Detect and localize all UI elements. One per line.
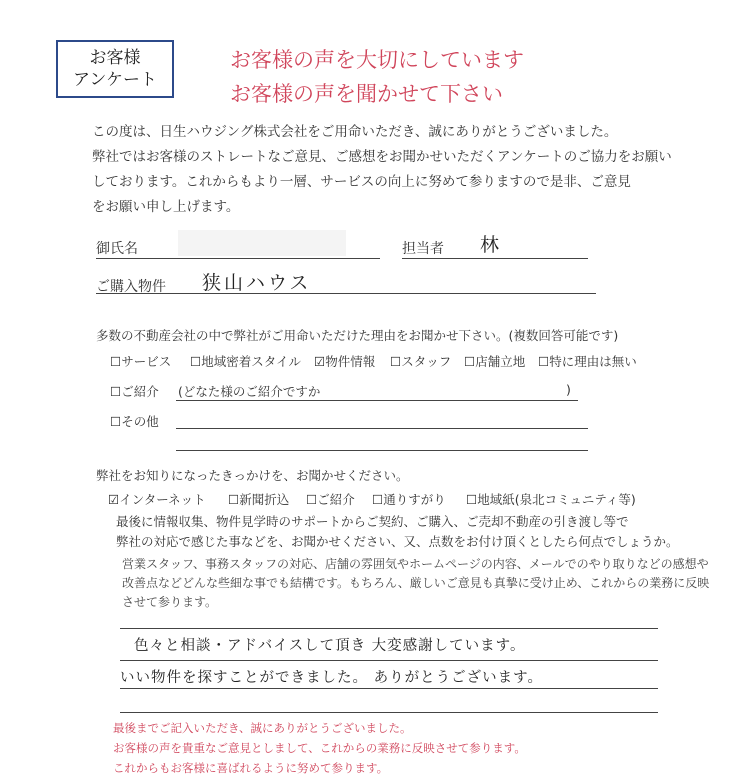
footer-line: お客様の声を貴重なご意見としまして、これからの業務に反映させて参ります。 (113, 741, 526, 755)
name-underline (96, 258, 380, 259)
intro-text (92, 120, 682, 220)
property-underline (96, 293, 596, 294)
option-label: 地域密着スタイル (201, 354, 301, 369)
q3-line2: 弊社の対応で感じた事などを、お聞かせください、又、点数をお付け頂くとしたら何点でしょうか。 (116, 534, 679, 549)
name-redacted (178, 230, 346, 256)
q1-option-service[interactable] (110, 352, 171, 370)
option-label: 新聞折込 (239, 492, 290, 507)
answer-text-2: いい物件を探すことができました。 ありがとうございます。 (120, 670, 543, 686)
checkbox-icon[interactable]: ☐ (110, 414, 122, 429)
option-label: ご紹介 (317, 492, 355, 507)
q3-note-line: 改善点などどんな些細な事でも結構です。もちろん、厳しいご意見も真摯に受け止め、これからの業務に反映 (122, 576, 710, 590)
checkbox-icon[interactable]: ☐ (372, 492, 384, 507)
q1-question: 多数の不動産会社の中で弊社がご用命いただけた理由をお聞かせ下さい。(複数回答可能です) (96, 328, 619, 343)
option-label: スタッフ (401, 354, 452, 369)
answer-line-4 (120, 712, 658, 713)
checkbox-icon[interactable]: ☐ (466, 492, 478, 507)
q1-option-introduction[interactable] (110, 382, 159, 400)
intro-line: しております。これからもより一層、サービスの向上に努めて参りますので是非、ご意見 (92, 174, 631, 190)
q2-question: 弊社をお知りになったきっかけを、お聞かせください。 (96, 468, 409, 483)
option-label: 通りすがり (383, 492, 446, 507)
checkbox-icon[interactable]: ☐ (110, 384, 122, 399)
q2-option-local-paper[interactable] (466, 490, 636, 508)
q1-option-local-style[interactable] (190, 352, 301, 370)
intro-line: 弊社ではお客様のストレートなご意見、ご感想をお聞かせいただくアンケートのご協力をお願い (92, 149, 672, 165)
q1-option-staff[interactable] (390, 352, 451, 370)
option-label: 店舗立地 (475, 354, 526, 369)
name-label: 御氏名 (96, 241, 138, 257)
introduction-hint: (どなた様のご紹介ですか (178, 384, 321, 399)
checkbox-icon[interactable]: ☐ (464, 354, 476, 369)
option-label: ご紹介 (121, 384, 159, 399)
staff-label: 担当者 (402, 241, 444, 257)
checkbox-icon[interactable]: ☐ (110, 354, 122, 369)
staff-value: 林 (480, 234, 500, 256)
checked-checkbox-icon[interactable]: ☑ (314, 354, 326, 369)
header-line1: お客様の声を大切にしています (230, 48, 524, 72)
q3-line1: 最後に情報収集、物件見学時のサポートからご契約、ご購入、ご売却不動産の引き渡し等で (116, 514, 629, 529)
footer-line: これからもお客様に喜ばれるように努めて参ります。 (113, 761, 389, 775)
q1-option-store-location[interactable] (464, 352, 525, 370)
checkbox-icon[interactable]: ☐ (228, 492, 240, 507)
option-label: サービス (121, 354, 172, 369)
option-label: 特に理由は無い (549, 354, 637, 369)
option-label: インターネット (119, 492, 206, 507)
answer-text-1: 色々と相談・アドバイスして頂き 大変感謝しています。 (134, 638, 526, 654)
checked-checkbox-icon[interactable]: ☑ (108, 492, 120, 507)
q1-option-other[interactable] (110, 412, 159, 430)
q2-option-internet[interactable] (108, 490, 206, 508)
checkbox-icon[interactable]: ☐ (538, 354, 550, 369)
option-label: その他 (121, 414, 159, 429)
footer-line: 最後までご記入いただき、誠にありがとうございました。 (113, 721, 412, 735)
other-underline-2 (176, 450, 588, 451)
checkbox-icon[interactable]: ☐ (390, 354, 402, 369)
q1-option-property-info[interactable] (314, 352, 375, 370)
intro-line: この度は、日生ハウジング株式会社をご用命いただき、誠にありがとうございました。 (92, 124, 618, 140)
other-underline-1 (176, 428, 588, 429)
introduction-underline (176, 400, 578, 401)
checkbox-icon[interactable]: ☐ (306, 492, 318, 507)
answer-line-1 (120, 628, 658, 629)
q3-note-line: させて参ります。 (122, 595, 218, 609)
intro-line: をお願い申し上げます。 (92, 199, 240, 215)
checkbox-icon[interactable]: ☐ (190, 354, 202, 369)
q3-note-line: 営業スタッフ、事務スタッフの対応、店舗の雰囲気やホームページの内容、メールでのやり取りなどの感想や (122, 557, 709, 571)
badge-line2: アンケート (73, 70, 157, 90)
badge-line1: お客様 (89, 48, 141, 68)
staff-underline (402, 258, 588, 259)
answer-line-2 (120, 660, 658, 661)
q2-option-introduction[interactable] (306, 490, 355, 508)
q2-option-newspaper[interactable] (228, 490, 289, 508)
option-label: 地域紙(泉北コミュニティ等) (477, 492, 636, 507)
option-label: 物件情報 (325, 354, 376, 369)
header-line2: お客様の声を聞かせて下さい (230, 82, 503, 106)
q1-option-no-reason[interactable] (538, 352, 637, 370)
answer-line-3 (120, 688, 658, 689)
q3-notes (122, 555, 709, 612)
property-value: 狭山ハウス (202, 272, 312, 294)
footer (113, 718, 526, 778)
q2-option-passing-by[interactable] (372, 490, 446, 508)
introduction-close: ) (566, 382, 571, 397)
survey-badge (56, 40, 174, 98)
property-label: ご購入物件 (96, 279, 166, 295)
